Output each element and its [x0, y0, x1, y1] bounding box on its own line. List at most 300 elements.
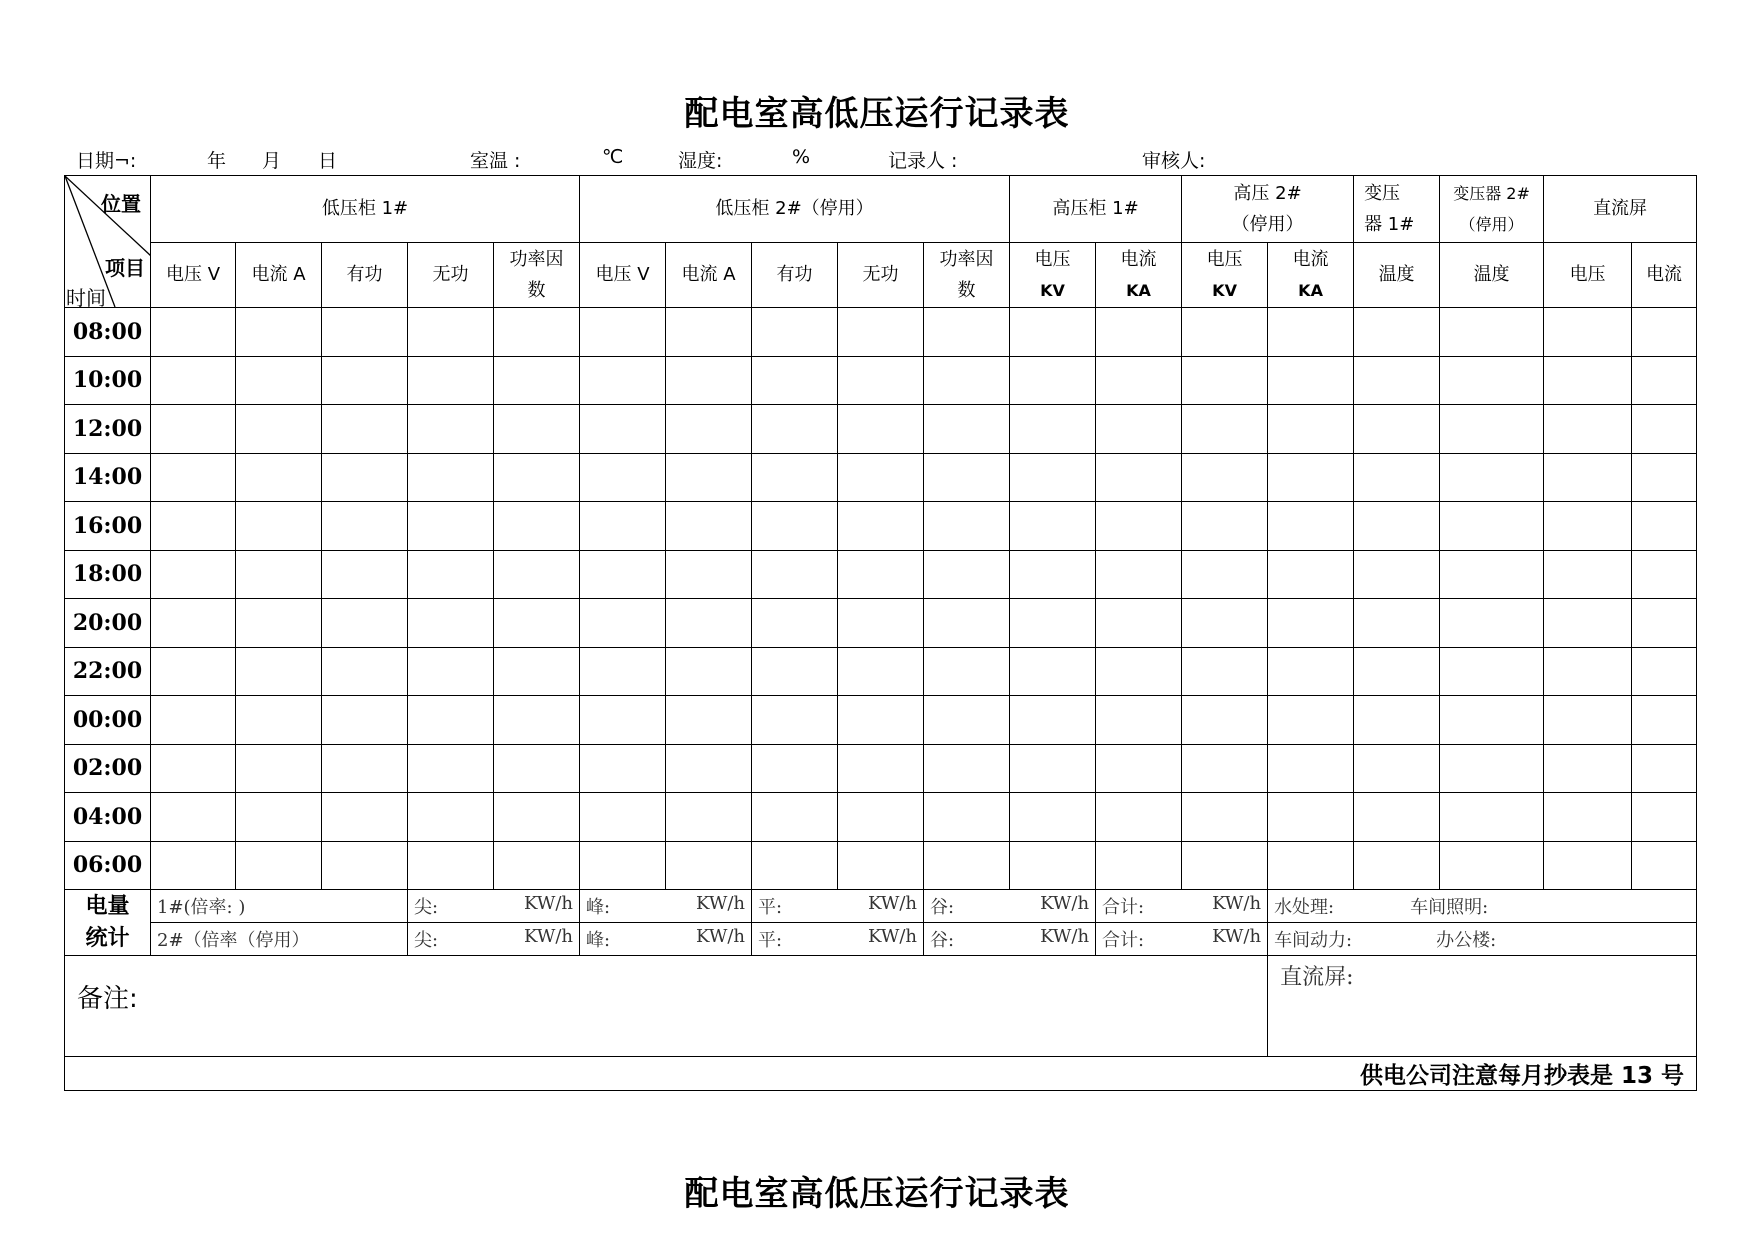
- reading-cell[interactable]: [236, 550, 322, 599]
- reading-cell[interactable]: [1544, 744, 1632, 793]
- reading-cell[interactable]: [1182, 841, 1268, 890]
- reading-cell[interactable]: [1268, 502, 1354, 551]
- workshop-lighting-label: 车间照明:: [1410, 897, 1489, 918]
- time-label: 22:00: [65, 647, 151, 696]
- reading-cell[interactable]: [752, 599, 838, 648]
- reading-cell[interactable]: [151, 793, 236, 842]
- reading-cell[interactable]: [151, 647, 236, 696]
- stat-gu-unit: KW/h: [1040, 926, 1090, 947]
- reading-cell[interactable]: [838, 696, 924, 745]
- reading-cell[interactable]: [1632, 696, 1697, 745]
- corner-time-label: 时间: [66, 286, 106, 308]
- reading-cell[interactable]: [838, 550, 924, 599]
- reading-cell[interactable]: [580, 793, 666, 842]
- reading-cell[interactable]: [924, 502, 1010, 551]
- reading-cell[interactable]: [924, 405, 1010, 454]
- reading-cell[interactable]: [1096, 502, 1182, 551]
- stat-gu-label: 谷:: [930, 897, 955, 918]
- dc-col-1-line0: 电流: [1646, 264, 1683, 286]
- reading-cell[interactable]: [494, 453, 580, 502]
- reading-cell[interactable]: [1632, 356, 1697, 405]
- time-row: [65, 502, 1697, 551]
- reading-cell[interactable]: [752, 453, 838, 502]
- reading-cell[interactable]: [1010, 550, 1096, 599]
- reading-cell[interactable]: [408, 696, 494, 745]
- time-row: [65, 453, 1697, 502]
- time-row: [65, 308, 1697, 357]
- lv2-col-1-line0: 电流 A: [681, 264, 736, 286]
- reading-cell[interactable]: [1440, 793, 1544, 842]
- reading-cell[interactable]: [752, 744, 838, 793]
- dc-screen-label: 直流屏:: [1280, 965, 1354, 990]
- reading-cell[interactable]: [666, 308, 752, 357]
- reading-cell[interactable]: [1268, 599, 1354, 648]
- reading-cell[interactable]: [1010, 405, 1096, 454]
- recorder-label: 记录人 :: [888, 150, 958, 172]
- reading-cell[interactable]: [1268, 647, 1354, 696]
- reading-cell[interactable]: [580, 696, 666, 745]
- reading-cell[interactable]: [322, 841, 408, 890]
- reading-cell[interactable]: [1544, 405, 1632, 454]
- stat-extra: [1268, 923, 1697, 956]
- reading-cell[interactable]: [408, 502, 494, 551]
- lv1-col-4: [494, 242, 580, 308]
- reading-cell[interactable]: [1354, 356, 1440, 405]
- reading-cell[interactable]: [838, 841, 924, 890]
- hv1-col-0-line1: KV: [1040, 280, 1065, 300]
- reading-cell[interactable]: [408, 308, 494, 357]
- reading-cell[interactable]: [1268, 550, 1354, 599]
- reading-cell[interactable]: [1544, 696, 1632, 745]
- stat-feng: [580, 890, 752, 923]
- reading-cell[interactable]: [1182, 647, 1268, 696]
- reading-cell[interactable]: [666, 502, 752, 551]
- reading-cell[interactable]: [666, 599, 752, 648]
- dc-screen-notes[interactable]: [1268, 956, 1697, 1057]
- reading-cell[interactable]: [322, 599, 408, 648]
- reading-cell[interactable]: [1632, 502, 1697, 551]
- reading-cell[interactable]: [151, 308, 236, 357]
- reading-cell[interactable]: [1182, 793, 1268, 842]
- group-lv2: 低压柜 2#（停用）: [580, 176, 1010, 243]
- reading-cell[interactable]: [1440, 502, 1544, 551]
- reading-cell[interactable]: [666, 356, 752, 405]
- reading-cell[interactable]: [1182, 744, 1268, 793]
- reading-cell[interactable]: [1182, 405, 1268, 454]
- reading-cell[interactable]: [1440, 647, 1544, 696]
- reading-cell[interactable]: [1010, 841, 1096, 890]
- reading-cell[interactable]: [1096, 356, 1182, 405]
- reading-cell[interactable]: [838, 405, 924, 454]
- reading-cell[interactable]: [408, 405, 494, 454]
- reading-cell[interactable]: [494, 696, 580, 745]
- hv1-col-1: [1096, 242, 1182, 308]
- reading-cell[interactable]: [838, 793, 924, 842]
- reading-cell[interactable]: [1010, 696, 1096, 745]
- reading-cell[interactable]: [752, 308, 838, 357]
- reading-cell[interactable]: [1096, 599, 1182, 648]
- reading-cell[interactable]: [666, 744, 752, 793]
- time-row: [65, 744, 1697, 793]
- stat-ping-unit: KW/h: [868, 926, 917, 947]
- reading-cell[interactable]: [924, 696, 1010, 745]
- reading-cell[interactable]: [1632, 841, 1697, 890]
- reading-cell[interactable]: [666, 696, 752, 745]
- reading-cell[interactable]: [1268, 696, 1354, 745]
- lv2-col-2-line0: 有功: [776, 264, 813, 286]
- reading-cell[interactable]: [236, 405, 322, 454]
- reading-cell[interactable]: [580, 744, 666, 793]
- time-label: 16:00: [65, 502, 151, 551]
- tf2-col-temp: 温度: [1440, 242, 1544, 308]
- reading-cell[interactable]: [924, 599, 1010, 648]
- reading-cell[interactable]: [1632, 744, 1697, 793]
- reading-cell[interactable]: [494, 841, 580, 890]
- reading-cell[interactable]: [1544, 647, 1632, 696]
- time-row: [65, 793, 1697, 842]
- reading-cell[interactable]: [752, 356, 838, 405]
- dc-col-1: [1632, 242, 1697, 308]
- hv2-col-1: [1268, 242, 1354, 308]
- reading-cell[interactable]: [1544, 453, 1632, 502]
- reading-cell[interactable]: [494, 550, 580, 599]
- group-tf2-line1: 变压器 2#: [1453, 183, 1530, 203]
- hv2-col-0-line1: KV: [1212, 280, 1237, 300]
- energy-stats-header: [65, 890, 151, 956]
- reading-cell[interactable]: [1268, 841, 1354, 890]
- reading-cell[interactable]: [924, 744, 1010, 793]
- reading-cell[interactable]: [322, 453, 408, 502]
- reading-cell[interactable]: [1632, 793, 1697, 842]
- reading-cell[interactable]: [924, 647, 1010, 696]
- meter-reading-note: 供电公司注意每月抄表是 13 号: [65, 1057, 1697, 1091]
- hv1-col-0: [1010, 242, 1096, 308]
- reading-cell[interactable]: [1440, 550, 1544, 599]
- stat-feng-label: 峰:: [586, 930, 611, 951]
- reading-cell[interactable]: [494, 744, 580, 793]
- reading-cell[interactable]: [408, 599, 494, 648]
- lv2-col-0: [580, 242, 666, 308]
- stat-ping-unit: KW/h: [868, 893, 917, 914]
- time-label: 04:00: [65, 793, 151, 842]
- reading-cell[interactable]: [924, 453, 1010, 502]
- reading-cell[interactable]: [151, 599, 236, 648]
- reading-cell[interactable]: [666, 405, 752, 454]
- reading-cell[interactable]: [1096, 744, 1182, 793]
- reading-cell[interactable]: [666, 453, 752, 502]
- reading-cell[interactable]: [1354, 550, 1440, 599]
- reading-cell[interactable]: [924, 793, 1010, 842]
- group-dc-screen: 直流屏: [1544, 176, 1697, 243]
- reading-cell[interactable]: [151, 841, 236, 890]
- reading-cell[interactable]: [838, 502, 924, 551]
- reading-cell[interactable]: [1544, 308, 1632, 357]
- tf1-col-temp: 温度: [1354, 242, 1440, 308]
- reading-cell[interactable]: [752, 550, 838, 599]
- reading-cell[interactable]: [494, 599, 580, 648]
- stat-ping: [752, 923, 924, 956]
- operation-log-table: [64, 175, 1697, 1091]
- reading-cell[interactable]: [1010, 744, 1096, 793]
- time-label: 20:00: [65, 599, 151, 648]
- reading-cell[interactable]: [1354, 647, 1440, 696]
- reading-cell[interactable]: [236, 308, 322, 357]
- reading-cell[interactable]: [1010, 308, 1096, 357]
- reading-cell[interactable]: [494, 647, 580, 696]
- reading-cell[interactable]: [236, 841, 322, 890]
- reading-cell[interactable]: [580, 453, 666, 502]
- reading-cell[interactable]: [1268, 308, 1354, 357]
- reading-cell[interactable]: [580, 550, 666, 599]
- notes-label: 备注:: [77, 984, 138, 1014]
- reading-cell[interactable]: [494, 308, 580, 357]
- reading-cell[interactable]: [1632, 405, 1697, 454]
- reading-cell[interactable]: [666, 647, 752, 696]
- reading-cell[interactable]: [236, 793, 322, 842]
- reading-cell[interactable]: [1096, 405, 1182, 454]
- lv1-col-4-line1: 数: [527, 279, 546, 301]
- lv1-col-1-line0: 电流 A: [251, 264, 306, 286]
- notes-row: [65, 956, 1697, 1057]
- reading-cell[interactable]: [1354, 453, 1440, 502]
- page-title-repeat: 配电室高低压运行记录表: [684, 1174, 1070, 1214]
- hv1-col-0-line0: 电压: [1034, 248, 1071, 270]
- reading-cell[interactable]: [1182, 453, 1268, 502]
- workshop-power-label: 车间动力:: [1274, 930, 1353, 951]
- reading-cell[interactable]: [322, 647, 408, 696]
- reading-cell[interactable]: [236, 696, 322, 745]
- office-building-label: 办公楼:: [1436, 930, 1497, 951]
- reading-cell[interactable]: [1440, 356, 1544, 405]
- reading-cell[interactable]: [151, 550, 236, 599]
- group-tf1-line2: 器 1#: [1364, 213, 1415, 235]
- time-label: 12:00: [65, 405, 151, 454]
- reading-cell[interactable]: [1354, 793, 1440, 842]
- reading-cell[interactable]: [1440, 696, 1544, 745]
- time-row: [65, 599, 1697, 648]
- reading-cell[interactable]: [1268, 744, 1354, 793]
- reading-cell[interactable]: [666, 841, 752, 890]
- reading-cell[interactable]: [1354, 744, 1440, 793]
- energy-stats-line1: 电量: [85, 893, 130, 919]
- reading-cell[interactable]: [838, 453, 924, 502]
- time-row: [65, 356, 1697, 405]
- reading-cell[interactable]: [838, 744, 924, 793]
- time-label: 08:00: [65, 308, 151, 357]
- reading-cell[interactable]: [408, 793, 494, 842]
- reading-cell[interactable]: [1632, 453, 1697, 502]
- reading-cell[interactable]: [322, 356, 408, 405]
- group-hv2: [1182, 176, 1354, 243]
- reading-cell[interactable]: [408, 550, 494, 599]
- reading-cell[interactable]: [494, 405, 580, 454]
- reading-cell[interactable]: [322, 308, 408, 357]
- reading-cell[interactable]: [924, 550, 1010, 599]
- reading-cell[interactable]: [580, 356, 666, 405]
- reading-cell[interactable]: [580, 502, 666, 551]
- reading-cell[interactable]: [580, 599, 666, 648]
- reading-cell[interactable]: [666, 550, 752, 599]
- stat-gu: [924, 923, 1096, 956]
- reading-cell[interactable]: [1354, 502, 1440, 551]
- water-treatment-label: 水处理:: [1274, 897, 1335, 918]
- reading-cell[interactable]: [151, 696, 236, 745]
- reading-cell[interactable]: [1010, 793, 1096, 842]
- reading-cell[interactable]: [1354, 841, 1440, 890]
- reading-cell[interactable]: [1544, 793, 1632, 842]
- reading-cell[interactable]: [151, 405, 236, 454]
- reading-cell[interactable]: [322, 793, 408, 842]
- reading-cell[interactable]: [580, 405, 666, 454]
- reading-cell[interactable]: [838, 599, 924, 648]
- reading-cell[interactable]: [1268, 405, 1354, 454]
- reading-cell[interactable]: [151, 744, 236, 793]
- lv2-col-4: [924, 242, 1010, 308]
- reading-cell[interactable]: [924, 308, 1010, 357]
- reading-cell[interactable]: [1182, 599, 1268, 648]
- reading-cell[interactable]: [1010, 453, 1096, 502]
- stat-ping: [752, 890, 924, 923]
- reading-cell[interactable]: [1010, 599, 1096, 648]
- group-transformer2: [1440, 176, 1544, 243]
- reading-cell[interactable]: [322, 550, 408, 599]
- reading-cell[interactable]: [1096, 696, 1182, 745]
- reading-cell[interactable]: [408, 647, 494, 696]
- reading-cell[interactable]: [580, 841, 666, 890]
- reading-cell[interactable]: [322, 405, 408, 454]
- reading-cell[interactable]: [1440, 841, 1544, 890]
- reading-cell[interactable]: [1440, 744, 1544, 793]
- energy-stats-line2: 统计: [85, 925, 130, 951]
- reading-cell[interactable]: [408, 453, 494, 502]
- reading-cell[interactable]: [838, 308, 924, 357]
- reading-cell[interactable]: [236, 647, 322, 696]
- reading-cell[interactable]: [752, 502, 838, 551]
- reading-cell[interactable]: [1354, 405, 1440, 454]
- reading-cell[interactable]: [1632, 308, 1697, 357]
- reading-cell[interactable]: [494, 793, 580, 842]
- reading-cell[interactable]: [752, 696, 838, 745]
- reading-cell[interactable]: [408, 841, 494, 890]
- reading-cell[interactable]: [1182, 550, 1268, 599]
- reading-cell[interactable]: [151, 356, 236, 405]
- reading-cell[interactable]: [1096, 453, 1182, 502]
- group-hv2-line1: 高压 2#: [1233, 182, 1302, 204]
- reading-cell[interactable]: [666, 793, 752, 842]
- reading-cell[interactable]: [1440, 453, 1544, 502]
- reading-cell[interactable]: [1268, 453, 1354, 502]
- reading-cell[interactable]: [322, 744, 408, 793]
- reading-cell[interactable]: [1182, 502, 1268, 551]
- reading-cell[interactable]: [1354, 599, 1440, 648]
- reading-cell[interactable]: [1010, 502, 1096, 551]
- reading-cell[interactable]: [236, 744, 322, 793]
- reading-cell[interactable]: [1544, 502, 1632, 551]
- reading-cell[interactable]: [924, 356, 1010, 405]
- reading-cell[interactable]: [151, 453, 236, 502]
- humidity-label: 湿度:: [678, 150, 723, 172]
- reading-cell[interactable]: [1632, 599, 1697, 648]
- reading-cell[interactable]: [322, 696, 408, 745]
- time-row: [65, 696, 1697, 745]
- reading-cell[interactable]: [1544, 356, 1632, 405]
- reviewer-label: 审核人:: [1142, 150, 1206, 172]
- reading-cell[interactable]: [1096, 308, 1182, 357]
- reading-cell[interactable]: [1544, 841, 1632, 890]
- reading-cell[interactable]: [1182, 696, 1268, 745]
- reading-cell[interactable]: [1268, 793, 1354, 842]
- reading-cell[interactable]: [1010, 356, 1096, 405]
- stat-gu-unit: KW/h: [1040, 893, 1090, 914]
- notes-area[interactable]: [65, 956, 1268, 1057]
- lv2-col-3-line0: 无功: [862, 264, 899, 286]
- reading-cell[interactable]: [1096, 793, 1182, 842]
- reading-cell[interactable]: [494, 502, 580, 551]
- reading-cell[interactable]: [236, 599, 322, 648]
- reading-cell[interactable]: [1440, 599, 1544, 648]
- corner-position-label: 位置: [101, 192, 141, 216]
- stat-total-label: 合计:: [1102, 897, 1145, 918]
- reading-cell[interactable]: [838, 356, 924, 405]
- stat-total-label: 合计:: [1102, 930, 1145, 951]
- reading-cell[interactable]: [1632, 647, 1697, 696]
- reading-cell[interactable]: [1544, 599, 1632, 648]
- reading-cell[interactable]: [924, 841, 1010, 890]
- stat-total: [1096, 890, 1268, 923]
- stat-total-unit: KW/h: [1212, 926, 1262, 947]
- reading-cell[interactable]: [1096, 647, 1182, 696]
- reading-cell[interactable]: [752, 647, 838, 696]
- reading-cell[interactable]: [1354, 308, 1440, 357]
- reading-cell[interactable]: [1440, 405, 1544, 454]
- reading-cell[interactable]: [838, 647, 924, 696]
- reading-cell[interactable]: [752, 405, 838, 454]
- hv1-col-1-line0: 电流: [1120, 248, 1157, 270]
- reading-cell[interactable]: [408, 744, 494, 793]
- reading-cell[interactable]: [1010, 647, 1096, 696]
- reading-cell[interactable]: [236, 502, 322, 551]
- reading-cell[interactable]: [1632, 550, 1697, 599]
- reading-cell[interactable]: [580, 647, 666, 696]
- reading-cell[interactable]: [408, 356, 494, 405]
- reading-cell[interactable]: [322, 502, 408, 551]
- reading-cell[interactable]: [752, 841, 838, 890]
- reading-cell[interactable]: [236, 453, 322, 502]
- lv2-col-1: [666, 242, 752, 308]
- reading-cell[interactable]: [1096, 550, 1182, 599]
- reading-cell[interactable]: [1268, 356, 1354, 405]
- reading-cell[interactable]: [236, 356, 322, 405]
- stat-gu-label: 谷:: [930, 930, 955, 951]
- reading-cell[interactable]: [1182, 308, 1268, 357]
- reading-cell[interactable]: [580, 308, 666, 357]
- reading-cell[interactable]: [1354, 696, 1440, 745]
- reading-cell[interactable]: [1544, 550, 1632, 599]
- day-label: 日: [318, 150, 338, 172]
- time-label: 18:00: [65, 550, 151, 599]
- reading-cell[interactable]: [1440, 308, 1544, 357]
- stats-row: [65, 923, 1697, 956]
- lv2-col-4-line0: 功率因: [939, 248, 994, 270]
- reading-cell[interactable]: [752, 793, 838, 842]
- lv2-col-2: [752, 242, 838, 308]
- reading-cell[interactable]: [1182, 356, 1268, 405]
- reading-cell[interactable]: [151, 502, 236, 551]
- time-row: [65, 405, 1697, 454]
- reading-cell[interactable]: [1096, 841, 1182, 890]
- reading-cell[interactable]: [494, 356, 580, 405]
- form-info-row: [0, 146, 1754, 170]
